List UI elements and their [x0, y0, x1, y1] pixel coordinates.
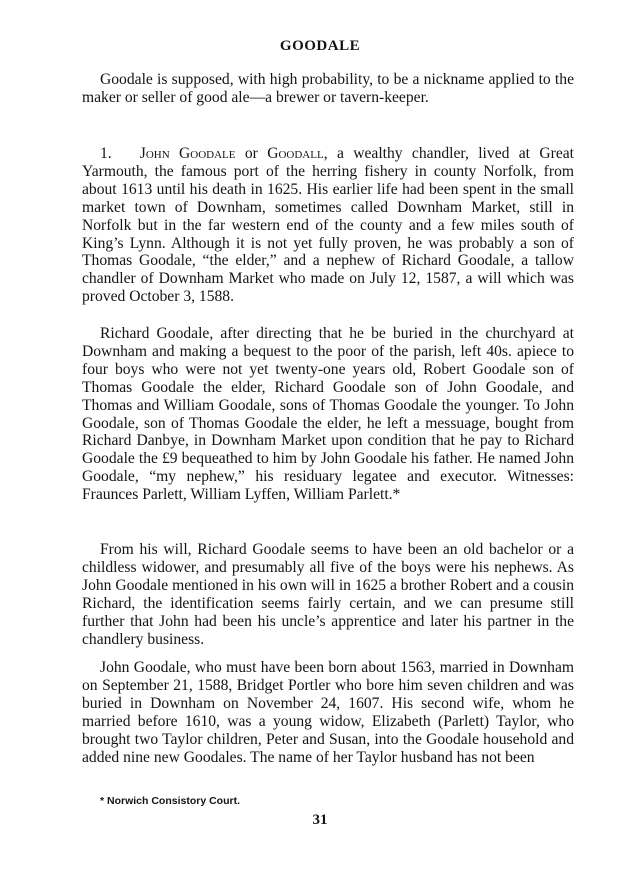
page-title: GOODALE — [279, 38, 361, 54]
paragraph-1-text: , a wealthy chandler, lived at Great Yarmouth, the famous port of the herring fishery in county Norfolk, from about 1613 until his death in 1625. His earlier life had been spent in the small market town of Downham, sometimes called Downham Market, still in Norfolk but in the far western end of the county and a few miles south of King’s Lynn. Although it is not yet fully proven, he was probably a son of Thomas Goodale, “the elder,” and a nephew of Richard Goodale, a tallow chandler of Downham Market who made on July 12, 1587, a will which was proved October 3, 1588. — [82, 145, 574, 306]
paragraph-4: John Goodale, who must have been born about 1563, married in Downham on September 21, 1588, Bridget Portler who bore him seven children and was buried in Downham on November 24, 1607. His second wife, whom he married before 1610, was a young widow, Elizabeth (Parlett) Taylor, who brought two Taylor children, Peter and Susan, into the Goodale household and added nine new Goodales. The name of her Taylor husband has not been — [82, 659, 574, 766]
entry-name: John Goodale — [139, 145, 236, 162]
entry-alt-name: Goodall — [267, 145, 324, 162]
entry-number: 1. — [100, 145, 112, 162]
paragraph-2: Richard Goodale, after directing that he be buried in the churchyard at Downham and making a bequest to the poor of the parish, left 40s. apiece to four boys who were not yet twenty-one years old, Robert Goodale son of Thomas Goodale the elder, Richard Goodale son of John Goodale, and Thomas and William Goodale, sons of Thomas Goodale the younger. To John Goodale, son of Thomas Goodale the elder, he left a messuage, bought from Richard Danbye, in Downham Market upon condition that he pay to Richard Goodale the £9 bequeathed to him by John Goodale his father. He named John Goodale, “my nephew,” his residuary legatee and executor. Witnesses: Fraunces Parlett, William Lyffen, William Parlett.* — [82, 325, 574, 504]
intro-paragraph: Goodale is supposed, with high probability, to be a nickname applied to the maker or seller of good ale—a brewer or tavern-keeper. — [82, 71, 574, 106]
footnote: * Norwich Consistory Court. — [100, 795, 241, 807]
paragraph-1 — [82, 145, 574, 306]
entry-or: or — [235, 145, 268, 162]
page-number: 31 — [312, 812, 328, 828]
paragraph-3: From his will, Richard Goodale seems to have been an old bachelor or a childless widower, and presumably all five of the boys were his nephews. As John Goodale mentioned in his own will in 1625 a brother Robert and a cousin Richard, the identification seems fairly certain, and we can presume still further that John had been his uncle’s apprentice and later his partner in the chandlery business. — [82, 541, 574, 648]
